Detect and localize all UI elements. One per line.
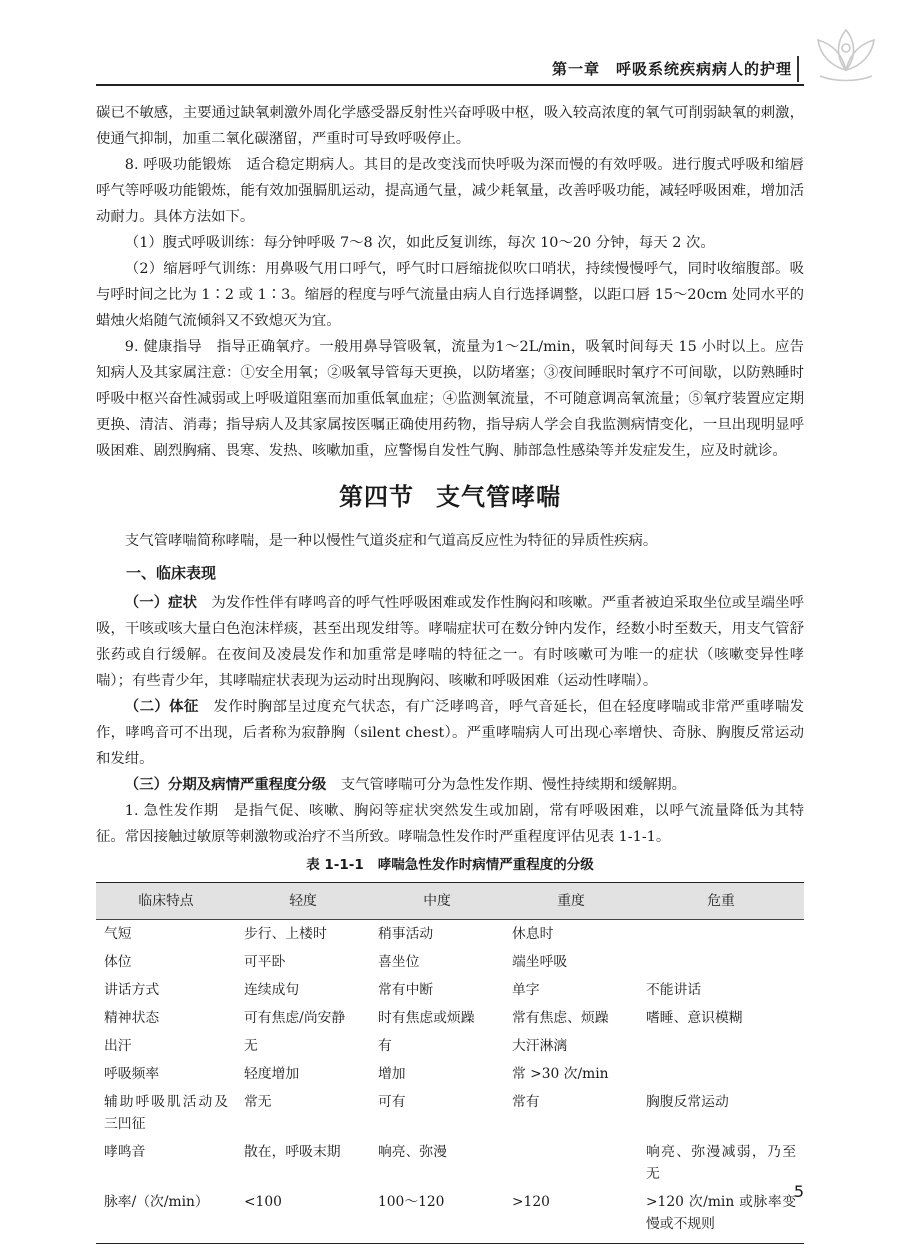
page-body <box>96 100 804 1244</box>
paragraph-health-guidance: 9. 健康指导 指导正确氧疗。一般用鼻导管吸氧，流量为1～2L/min，吸氧时间每天 15 小时以上。应告知病人及其家属注意：①安全用氧；②吸氧导管每天更换，以防堵塞；③夜间睡眠时氧疗不可间歇，以防熟睡时呼吸中枢兴奋性减弱或上呼吸道阻塞而加重低氧血症；④监测氧流量，不可随意调高氧流量；⑤氧疗装置应定期更换、清洁、消毒；指导病人及其家属按医嘱正确使用药物，指导病人学会自我监测病情变化，一旦出现明显呼吸困难、剧烈胸痛、畏寒、发热、咳嗽加重，应警惕自发性气胸、肺部急性感染等并发症发生，应及时就诊。 <box>96 339 804 459</box>
table-cell: 可有 <box>378 1094 406 1110</box>
table-header-cell: 危重 <box>638 883 804 920</box>
symptom-heading: （一）症状 <box>124 595 198 611</box>
severity-table <box>96 882 804 1244</box>
table-cell: 常有 <box>512 1094 540 1110</box>
table-cell: 常无 <box>244 1094 272 1110</box>
table-caption: 表 1-1-1 哮喘急性发作时病情严重程度的分级 <box>306 857 594 873</box>
table-header-cell: 轻度 <box>236 883 370 920</box>
paragraph-breathing-exercise: 8. 呼吸功能锻炼 适合稳定期病人。其目的是改变浅而快呼吸为深而慢的有效呼吸。进行腹式呼吸和缩唇呼气等呼吸功能锻炼，能有效加强膈肌运动，提高通气量，减少耗氧量，改善呼吸功能，减轻呼吸困难，增加活动耐力。具体方法如下。 <box>96 157 804 225</box>
table-cell: 稍事活动 <box>378 926 434 942</box>
page-number: 5 <box>793 1182 804 1201</box>
table-cell: 辅助呼吸肌活动及三凹征 <box>104 1094 228 1132</box>
table-cell: 嗜睡、意识模糊 <box>646 1010 743 1026</box>
table-cell: 增加 <box>378 1066 406 1082</box>
sign-heading: （二）体征 <box>124 699 199 715</box>
table-cell <box>504 1138 638 1188</box>
table-cell: 步行、上楼时 <box>244 926 327 942</box>
paragraph-continuation: 碳已不敏感，主要通过缺氧刺激外周化学感受器反射性兴奋呼吸中枢，吸入较高浓度的氧气可削弱缺氧的刺激，使通气抑制，加重二氧化碳潴留，严重时可导致呼吸停止。 <box>96 105 804 147</box>
table-cell: >120 <box>504 1188 638 1244</box>
table-row <box>96 1060 804 1088</box>
paragraph-intro: 支气管哮喘简称哮喘，是一种以慢性气道炎症和气道高反应性为特征的异质性疾病。 <box>124 533 658 549</box>
stage-heading: （三）分期及病情严重程度分级 <box>124 777 327 793</box>
table-cell: 100～120 <box>370 1188 504 1244</box>
table-cell: 不能讲话 <box>646 982 702 998</box>
table-cell: 响亮、弥漫 <box>378 1144 447 1160</box>
table-row <box>96 1188 804 1244</box>
table-cell: <100 <box>236 1188 370 1244</box>
table-cell <box>638 948 804 976</box>
table-cell: 响亮、弥漫减弱，乃至无 <box>646 1144 796 1182</box>
table-cell: 端坐呼吸 <box>512 954 568 970</box>
table-header-cell: 临床特点 <box>96 883 236 920</box>
chapter-title: 第一章 呼吸系统疾病病人的护理 <box>551 60 792 78</box>
paragraph-abdominal-breathing: （1）腹式呼吸训练：每分钟呼吸 7～8 次，如此反复训练，每次 10～20 分钟，每天 2 次。 <box>124 235 715 251</box>
paragraph-signs: （二）体征 发作时胸部呈过度充气状态，有广泛哮鸣音，呼气音延长，但在轻度哮喘或非常严重哮喘发作，哮鸣音可不出现，后者称为寂静胸（silent chest）。严重哮喘病人可出现心率增快、奇脉、胸腹反常运动和发绀。 <box>96 699 804 767</box>
table-cell: >120 次/min 或脉率变慢或不规则 <box>638 1188 804 1244</box>
header-rule <box>96 84 804 86</box>
table-cell: 常 >30 次/min <box>512 1066 609 1082</box>
paragraph-symptoms: （一）症状 为发作性伴有哮鸣音的呼气性呼吸困难或发作性胸闷和咳嗽。严重者被迫采取坐位或呈端坐呼吸，干咳或咳大量白色泡沫样痰，甚至出现发绀等。哮喘症状可在数分钟内发作，经数小时至数天，用支气管舒张药或自行缓解。在夜间及凌晨发作和加重常是哮喘的特征之一。有时咳嗽可为唯一的症状（咳嗽变异性哮喘）；有些青少年，其哮喘症状表现为运动时出现胸闷、咳嗽和呼吸困难（运动性哮喘）。 <box>96 595 804 689</box>
table-cell: 气短 <box>104 926 132 942</box>
table-cell: 大汗淋漓 <box>512 1038 568 1054</box>
lotus-logo-icon <box>806 20 886 90</box>
page-header <box>0 0 900 90</box>
table-header-row <box>96 883 804 920</box>
table-row <box>96 976 804 1004</box>
table-row <box>96 1004 804 1032</box>
paragraph-stages: （三）分期及病情严重程度分级 支气管哮喘可分为急性发作期、慢性持续期和缓解期。 <box>124 777 687 793</box>
header-separator <box>797 56 799 82</box>
table-row <box>96 1138 804 1188</box>
table-cell: 脉率/（次/min） <box>96 1188 236 1244</box>
paragraph-lead: 9. 健康指导 指导正确氧疗。 <box>124 339 320 355</box>
table-cell: 精神状态 <box>104 1010 160 1026</box>
section-title: 第四节 支气管哮喘 <box>339 482 561 511</box>
paragraph-pursed-lip: （2）缩唇呼气训练：用鼻吸气用口呼气，呼气时口唇缩拢似吹口哨状，持续慢慢呼气，同时收缩腹部。吸与呼时间之比为 1∶2 或 1∶3。缩唇的程度与呼气流量由病人自行选择调整，以距口唇 15～20cm 处同水平的蜡烛火焰随气流倾斜又不致熄灭为宜。 <box>96 261 804 329</box>
table-cell: 讲话方式 <box>104 982 160 998</box>
table-header-cell: 重度 <box>504 883 638 920</box>
table-cell: 体位 <box>104 954 132 970</box>
table-cell: 时有焦虑或烦躁 <box>378 1010 475 1026</box>
table-cell: 出汗 <box>104 1038 132 1054</box>
table-cell: 喜坐位 <box>378 954 420 970</box>
table-cell: 呼吸频率 <box>104 1066 160 1082</box>
table-row <box>96 1032 804 1060</box>
table-cell <box>638 1060 804 1088</box>
table-cell: 常有中断 <box>378 982 434 998</box>
table-cell: 有 <box>378 1038 392 1054</box>
table-row <box>96 920 804 949</box>
table-header-cell: 中度 <box>370 883 504 920</box>
table-cell: 胸腹反常运动 <box>646 1094 729 1110</box>
table-cell: 可有焦虑/尚安静 <box>244 1010 346 1026</box>
table-cell: 连续成句 <box>244 982 300 998</box>
table-cell: 常有焦虑、烦躁 <box>512 1010 609 1026</box>
table-cell: 休息时 <box>512 926 554 942</box>
table-row <box>96 948 804 976</box>
table-cell: 可平卧 <box>244 954 286 970</box>
heading-clinical: 一、临床表现 <box>126 564 217 582</box>
table-cell <box>638 1032 804 1060</box>
paragraph-lead: 8. 呼吸功能锻炼 适合稳定期病人。 <box>124 157 364 173</box>
table-row <box>96 1088 804 1138</box>
paragraph-acute: 1. 急性发作期 是指气促、咳嗽、胸闷等症状突然发生或加剧，常有呼吸困难，以呼气流量降低为其特征。常因接触过敏原等刺激物或治疗不当所致。哮喘急性发作时严重程度评估见表 1-1-1。 <box>96 803 804 845</box>
table-cell: 轻度增加 <box>244 1066 300 1082</box>
table-cell <box>638 920 804 949</box>
table-cell: 无 <box>244 1038 258 1054</box>
table-cell: 哮鸣音 <box>104 1144 146 1160</box>
table-cell: 散在，呼吸末期 <box>244 1144 341 1160</box>
table-cell: 单字 <box>512 982 540 998</box>
